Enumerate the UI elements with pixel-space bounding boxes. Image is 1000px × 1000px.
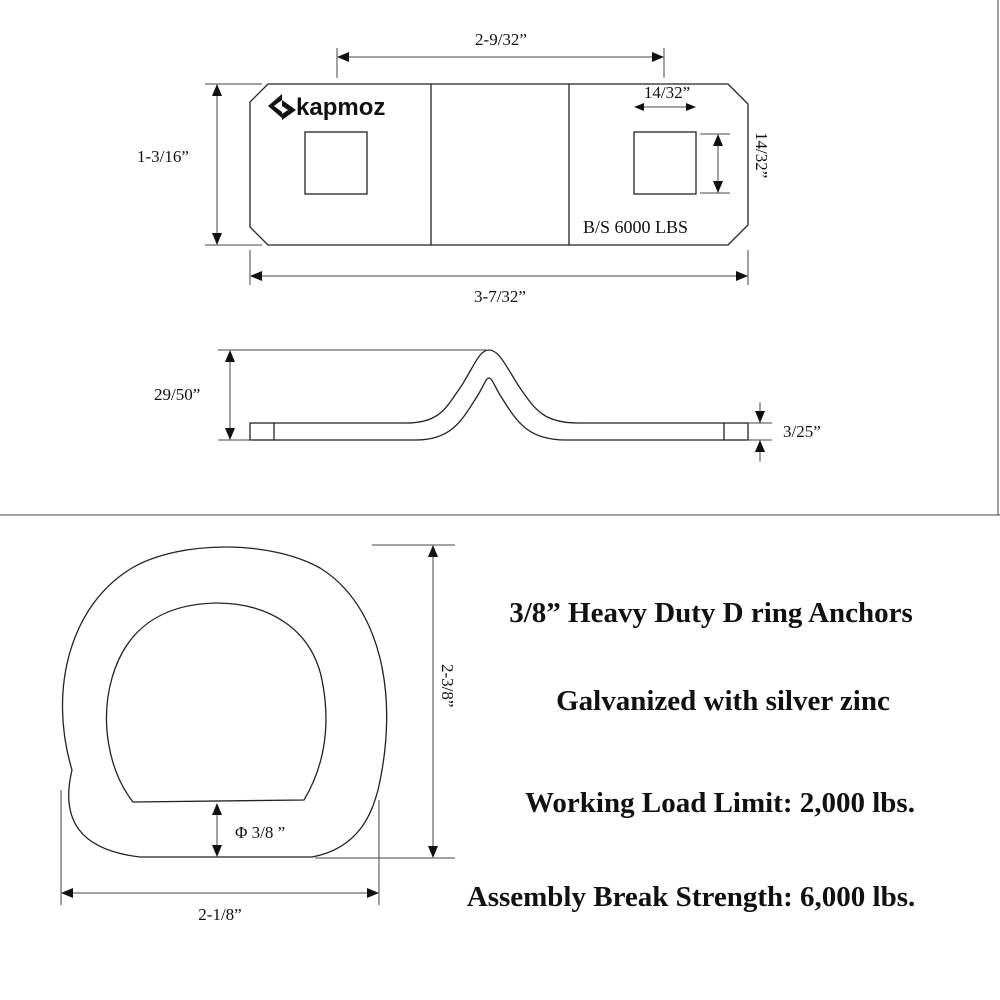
dim-hole-width-label: 14/32”: [643, 83, 691, 102]
dim-plate-height-label: 1-3/16”: [137, 147, 189, 166]
plate-height-dimension: [137, 84, 262, 245]
arch-height-dimension: [154, 350, 486, 440]
dim-hole-height-label: 14/32”: [752, 132, 771, 179]
plate-thickness-dimension: [748, 402, 821, 462]
profile-right-end: [724, 423, 748, 440]
brand-logo-text: kapmoz: [296, 94, 386, 121]
hole-width-dimension: [634, 83, 696, 111]
plate-side-profile: [250, 350, 748, 440]
hole-height-dimension: [700, 132, 771, 193]
profile-left-end: [250, 423, 274, 440]
dim-arch-height-label: 29/50”: [154, 385, 201, 404]
spec-finish: Galvanized with silver zinc: [556, 685, 890, 717]
rod-diameter-dimension: [212, 803, 285, 857]
spec-working-load-limit: Working Load Limit: 2,000 lbs.: [525, 787, 915, 819]
plate-hole-right: [634, 132, 696, 194]
dim-ring-height-label: 2-3/8”: [438, 664, 457, 708]
kapmoz-logo-icon: [268, 94, 296, 120]
dim-ring-width-label: 2-1/8”: [198, 905, 242, 924]
dim-rod-diameter-label: Φ 3/8 ”: [235, 823, 286, 842]
plate-hole-left: [305, 132, 367, 194]
spec-text-block: [467, 597, 915, 913]
d-ring-inner: [107, 603, 326, 802]
plate-top-view: [250, 84, 748, 245]
break-strength-marking: B/S 6000 LBS: [583, 217, 689, 237]
dim-hole-spacing-label: 2-9/32”: [475, 30, 527, 49]
dim-plate-thickness-label: 3/25”: [783, 422, 821, 441]
dim-plate-length-label: 3-7/32”: [474, 287, 526, 306]
hole-spacing-dimension: [337, 30, 664, 78]
profile-outline: [274, 350, 724, 440]
d-ring-drawing: [62, 547, 386, 857]
d-ring-outer: [62, 547, 386, 857]
spec-title: 3/8” Heavy Duty D ring Anchors: [509, 597, 913, 629]
plate-length-dimension: [250, 250, 748, 306]
spec-assembly-break-strength: Assembly Break Strength: 6,000 lbs.: [466, 881, 916, 913]
